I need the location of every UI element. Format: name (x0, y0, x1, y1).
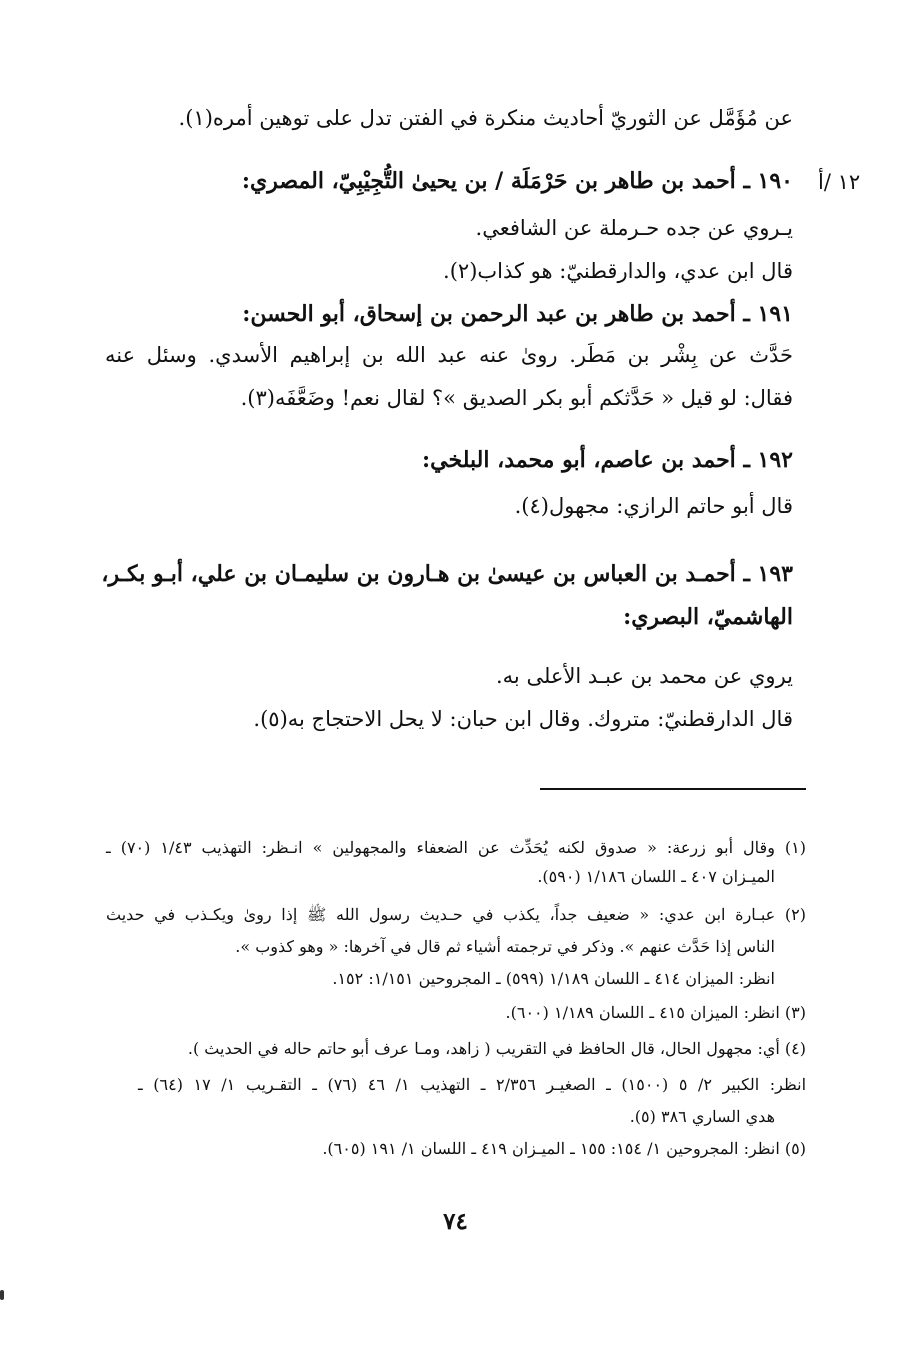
footnote-1-line-1: (١) وقال أبو زرعة: « صدوق لكنه يُحَدِّث عن الضعفاء والمجهولين » انـظر: التهذيب ١/٤٣ (٧٠) ـ (106, 838, 807, 857)
margin-folio-note: ١٢ /أ (818, 170, 861, 194)
entry-193-text-2: قال الدارقطنيّ: متروك. وقال ابن حبان: لا يحل الاحتجاج به(٥). (253, 707, 793, 731)
entry-193-heading-1: ١٩٣ ـ أحمـد بن العباس بن عيسىٰ بن هـارون بن سليمـان بن علي، أبـو بكـر، (101, 561, 793, 587)
footnote-5-line-1: (٥) انظر: المجروحين ١/ ١٥٤: ١٥٥ ـ الميـزان ٤١٩ ـ اللسان ١/ ١٩١ (٦٠٥). (322, 1139, 806, 1158)
footnote-1-line-2: الميـزان ٤٠٧ ـ اللسان ١/١٨٦ (٥٩٠). (537, 867, 775, 886)
footnote-3-line-1: (٣) انظر: الميزان ٤١٥ ـ اللسان ١/١٨٩ (٦٠٠). (505, 1003, 806, 1022)
entry-191-text-2: فقال: لو قيل « حَدَّثكم أبو بكر الصديق »؟ لقال نعم! وضَعَّفَه(٣). (240, 386, 793, 410)
page-number: ٧٤ (443, 1208, 468, 1235)
footnote-4-line-1: (٤) أي: مجهول الحال، قال الحافظ في التقريب ( زاهد، ومـا عرف أبو حاتم حاله في الحديث ). (187, 1039, 806, 1058)
footnote-2-line-3: انظر: الميزان ٤١٤ ـ اللسان ١/١٨٩ (٥٩٩) ـ المجروحين ١/١٥١: ١٥٢. (332, 969, 775, 988)
footnote-separator (540, 788, 806, 790)
entry-190-text-2: قال ابن عدي، والدارقطنيّ: هو كذاب(٢). (443, 259, 793, 283)
footnote-2-line-2: الناس إذا حَدَّث عنهم ». وذكر في ترجمته أشياء ثم قال في آخرها: « وهو كذوب ». (235, 937, 775, 956)
continuation-line: عن مُؤَمَّل عن الثوريّ أحاديث منكرة في الفتن تدل على توهين أمره(١). (178, 106, 793, 130)
footnote-4-line-3: هدي الساري ٣٨٦ (٥). (629, 1107, 775, 1126)
scan-edge-mark (0, 1290, 4, 1300)
footnote-4-line-2: انظر: الكبير ٢/ ٥ (١٥٠٠) ـ الصغيـر ٢/٣٥٦ ـ التهذيب ١/ ٤٦ (٧٦) ـ التقـريب ١/ ١٧ (٦٤) ـ (138, 1075, 807, 1094)
footnote-2-line-1: (٢) عبـارة ابن عدي: « ضعيف جداً، يكذب في حـديث رسول الله ﷺ إذا روىٰ ويكـذب في حديث (106, 905, 806, 924)
entry-192-heading: ١٩٢ ـ أحمد بن عاصم، أبو محمد، البلخي: (422, 447, 793, 473)
entry-190-text-1: يـروي عن جده حـرملة عن الشافعي. (475, 216, 793, 240)
entry-192-text-1: قال أبو حاتم الرازي: مجهول(٤). (514, 494, 793, 518)
entry-191-heading: ١٩١ ـ أحمد بن طاهر بن عبد الرحمن بن إسحاق، أبو الحسن: (242, 301, 793, 327)
entry-193-text-1: يروي عن محمد بن عبـد الأعلى به. (496, 664, 793, 688)
entry-193-heading-2: الهاشميّ، البصري: (623, 604, 793, 630)
entry-191-text-1: حَدَّث عن بِشْر بن مَطَر. روىٰ عنه عبد الله بن إبراهيم الأسدي. وسئل عنه (105, 343, 793, 367)
entry-190-heading: ١٩٠ ـ أحمد بن طاهر بن حَرْمَلَة / بن يحيىٰ التُّجِيْبِيّ، المصري: (241, 168, 793, 194)
